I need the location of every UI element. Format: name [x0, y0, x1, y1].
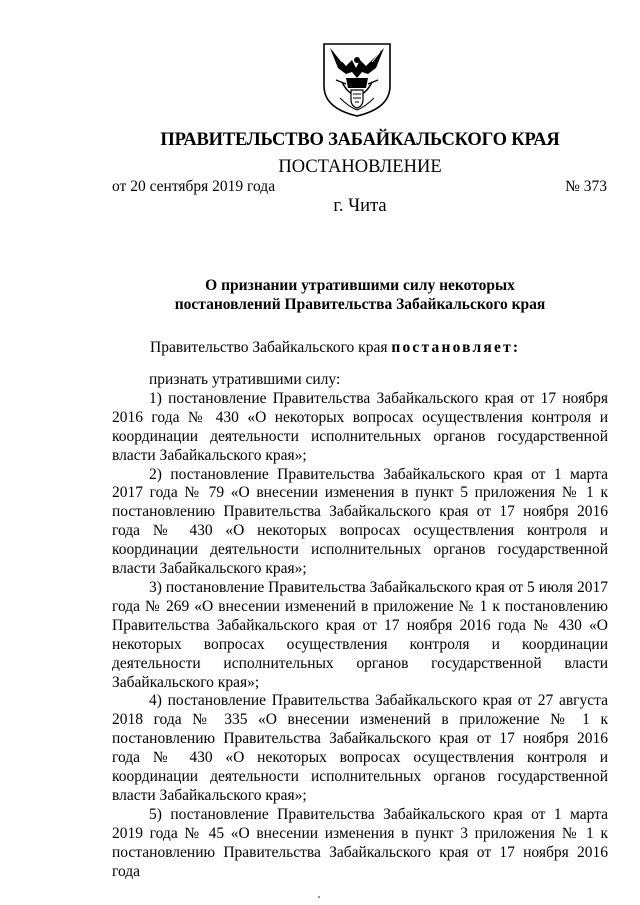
body-paragraph: 3) постановление Правительства Забайкальского края от 5 июля 2017 года № 269 «О внесении изменений в приложение № 1 к постановлению Правительства Забайкальского края от 17 ноября 2016 года № 430 «О некоторых вопросах осуществления контроля и координации деятельности исполнительных органов государственной власти Забайкальского края»; [112, 578, 608, 691]
body-text [112, 371, 608, 881]
document-number: № 373 [565, 178, 607, 195]
title-line-1: О признании утратившими силу некоторых [205, 277, 515, 294]
body-paragraph: 4) постановление Правительства Забайкальского края от 27 августа 2018 года № 335 «О внесении изменений в приложение № 1 к постановлению Правительства Забайкальского края от 17 ноября 2016 года № 430 «О некоторых вопросах осуществления контроля и координации деятельности исполнительных органов государственной власти Забайкальского края»; [112, 692, 608, 804]
document-title [0, 276, 640, 314]
body-paragraph: 5) постановление Правительства Забайкальского края от 1 марта 2019 года № 45 «О внесении изменения в пункт 3 приложения № 1 к постановлению Правительства Забайкальского края от 17 ноября 2016 года [112, 805, 608, 880]
body-paragraph: 2) постановление Правительства Забайкальского края от 1 марта 2017 года № 79 «О внесении изменения в пункт 5 приложения № 1 к постановлению Правительства Забайкальского края от 17 ноября 2016 года № 430 «О некоторых вопросах осуществления контроля и координации деятельности исполнительных органов государственной власти Забайкальского края»; [112, 465, 608, 578]
intro-text: Правительство Забайкальского края [150, 339, 392, 356]
document-type-heading: ПОСТАНОВЛЕНИЕ [278, 157, 442, 177]
document-date: от 20 сентября 2019 года [112, 178, 276, 195]
intro-paragraph [150, 339, 520, 357]
scan-mark [318, 896, 320, 898]
intro-emphasis: постановляет: [391, 339, 521, 356]
document-city: г. Чита [333, 196, 387, 216]
title-line-2: постановлений Правительства Забайкальского края [174, 296, 546, 313]
body-paragraph: признать утратившими силу: [149, 371, 341, 388]
coat-of-arms-emblem [316, 38, 398, 118]
government-name-heading: ПРАВИТЕЛЬСТВО ЗАБАЙКАЛЬСКОГО КРАЯ [160, 130, 560, 150]
body-paragraph: 1) постановление Правительства Забайкальского края от 17 ноября 2016 года № 430 «О некоторых вопросах осуществления контроля и координации деятельности исполнительных органов государственной власти Забайкальского края»; [112, 389, 608, 464]
